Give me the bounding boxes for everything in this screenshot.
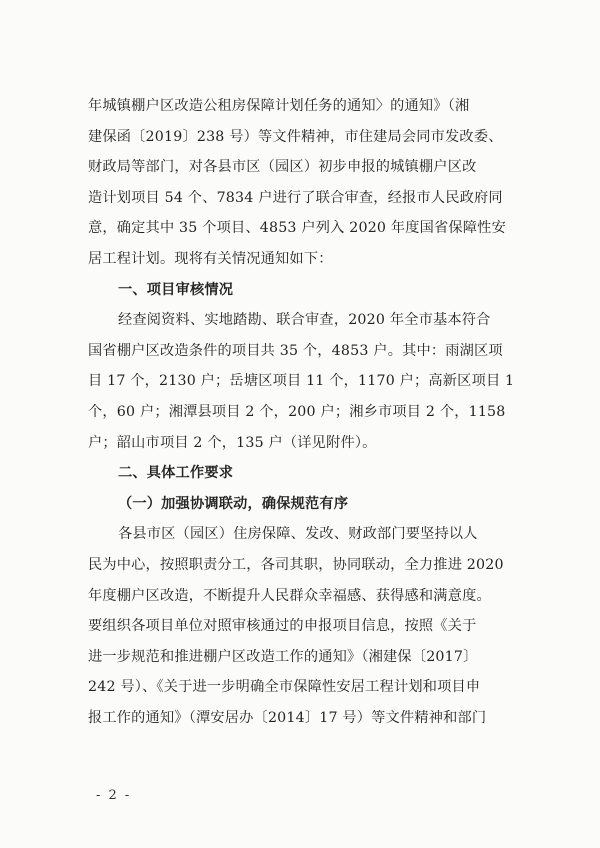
body-line: 户；韶山市项目 2 个，135 户（详见附件）。: [88, 434, 377, 451]
body-line: 民为中心，按照职责分工，各司其职，协同联动，全力推进 2020: [88, 556, 504, 573]
body-line: 各县市区（园区）住房保障、发改、财政部门要坚持以人: [118, 526, 478, 543]
body-line: 报工作的通知》（潭安居办〔2014〕17 号）等文件精神和部门: [88, 709, 487, 726]
body-line: 建保函〔2019〕238 号）等文件精神，市住建局会同市发改委、: [88, 128, 503, 145]
page-number: - 2 -: [96, 788, 132, 803]
body-line: 年城镇棚户区改造公租房保障计划任务的通知〉的通知》（湘: [88, 98, 470, 114]
section-heading-requirements: 二、具体工作要求: [118, 465, 234, 482]
body-line: 目 17 个，2130 户；岳塘区项目 11 个，1170 户；高新区项目 1: [88, 373, 515, 390]
body-line: 意，确定其中 35 个项目、4853 户列入 2020 年度国省保障性安: [88, 220, 506, 237]
body-line: 财政局等部门，对各县市区（园区）初步申报的城镇棚户区改: [88, 159, 477, 176]
body-line: 要组织各项目单位对照审核通过的申报项目信息，按照《关于: [88, 618, 477, 635]
body-line: 经查阅资料、实地踏勘、联合审查，2020 年全市基本符合: [118, 312, 491, 329]
body-line: 国省棚户区改造条件的项目共 35 个，4853 户。其中：雨湖区项: [88, 342, 503, 359]
body-line: 造计划项目 54 个、7834 户进行了联合审查，经报市人民政府同: [88, 189, 503, 206]
body-line: 进一步规范和推进棚户区改造工作的通知》（湘建保〔2017〕: [88, 648, 478, 665]
document-body: [88, 96, 536, 738]
body-line: 居工程计划。现将有关情况通知如下：: [88, 250, 333, 267]
section-heading-review: 一、项目审核情况: [118, 281, 234, 298]
body-line: 个，60 户；湘潭县项目 2 个，200 户；湘乡市项目 2 个，1158: [88, 403, 506, 420]
body-line: 242 号）、《关于进一步明确全市保障性安居工程计划和项目申: [88, 679, 481, 696]
body-line: 年度棚户区改造，不断提升人民群众幸福感、获得感和满意度。: [88, 587, 491, 604]
subsection-heading-coordination: （一）加强协调联动，确保规范有序: [118, 495, 349, 512]
